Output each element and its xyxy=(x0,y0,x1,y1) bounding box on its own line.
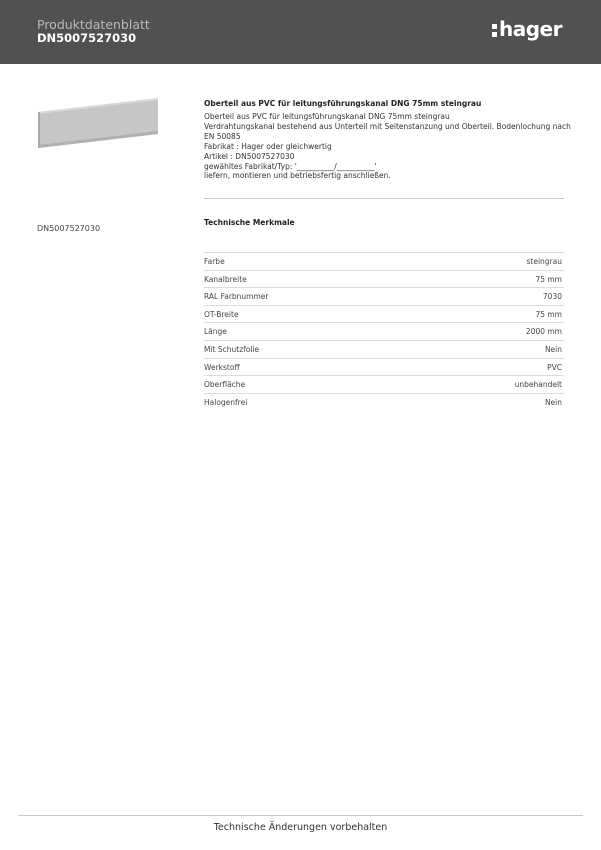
spec-label: Kanalbreite xyxy=(204,274,247,284)
footer-divider xyxy=(18,815,583,816)
spec-label: Mit Schutzfolie xyxy=(204,344,260,354)
description-line: Fabrikat : Hager oder gleichwertig xyxy=(204,141,332,151)
specs-table xyxy=(204,252,564,410)
spec-value: unbehandelt xyxy=(514,380,562,390)
spec-value: Nein xyxy=(544,344,562,354)
header-label: Produktdatenblatt xyxy=(37,17,150,32)
description-line: liefern, montieren und betriebsfertig anschließen. xyxy=(204,171,391,181)
spec-row-ot-breite xyxy=(204,305,564,323)
logo-text: hager xyxy=(499,17,562,41)
spec-row-kanalbreite xyxy=(204,270,564,288)
product-title: Oberteil aus PVC für leitungsführungskanal DNG 75mm steingrau xyxy=(204,99,482,108)
spec-label: RAL Farbnummer xyxy=(204,292,269,302)
hager-logo xyxy=(492,17,562,41)
spec-value: 2000 mm xyxy=(525,327,562,337)
spec-label: Werkstoff xyxy=(204,362,240,372)
header-product-code: DN5007527030 xyxy=(37,31,137,45)
spec-label: OT-Breite xyxy=(204,309,239,319)
description-line: Artikel : DN5007527030 xyxy=(204,151,295,161)
spec-value: 75 mm xyxy=(535,309,562,319)
logo-colon-icon xyxy=(492,22,498,36)
spec-label: Farbe xyxy=(204,257,225,266)
spec-label: Oberfläche xyxy=(204,380,246,390)
spec-value: PVC xyxy=(547,362,562,372)
description-line: Verdrahtungskanal bestehend aus Unterteil mit Seitenstanzung und Oberteil. Bodenlochung nach xyxy=(204,121,571,131)
spec-row-laenge xyxy=(204,322,564,340)
spec-row-farbe xyxy=(204,252,564,270)
section-divider xyxy=(204,198,564,199)
spec-value: 7030 xyxy=(542,292,562,302)
spec-label: Halogenfrei xyxy=(204,397,248,407)
spec-row-werkstoff xyxy=(204,358,564,376)
description-line: EN 50085 xyxy=(204,131,241,141)
spec-label: Länge xyxy=(204,327,227,337)
cable-duct-cover-image xyxy=(37,98,159,154)
spec-value: 75 mm xyxy=(535,274,562,284)
specs-title: Technische Merkmale xyxy=(204,218,295,227)
product-description xyxy=(204,112,571,181)
spec-row-schutzfolie xyxy=(204,340,564,358)
spec-value: Nein xyxy=(544,397,562,407)
description-line: Oberteil aus PVC für leitungsführungskanal DNG 75mm steingrau xyxy=(204,112,450,121)
side-product-code: DN5007527030 xyxy=(37,224,101,233)
page-header xyxy=(0,0,601,64)
footer-note: Technische Änderungen vorbehalten xyxy=(213,822,388,833)
spec-row-oberflaeche xyxy=(204,375,564,393)
spec-row-ral-farbnummer xyxy=(204,287,564,305)
description-line: gewähltes Fabrikat/Typ: '__________/__________' xyxy=(204,161,377,171)
spec-row-halogenfrei xyxy=(204,393,564,411)
spec-value: steingrau xyxy=(526,257,562,266)
